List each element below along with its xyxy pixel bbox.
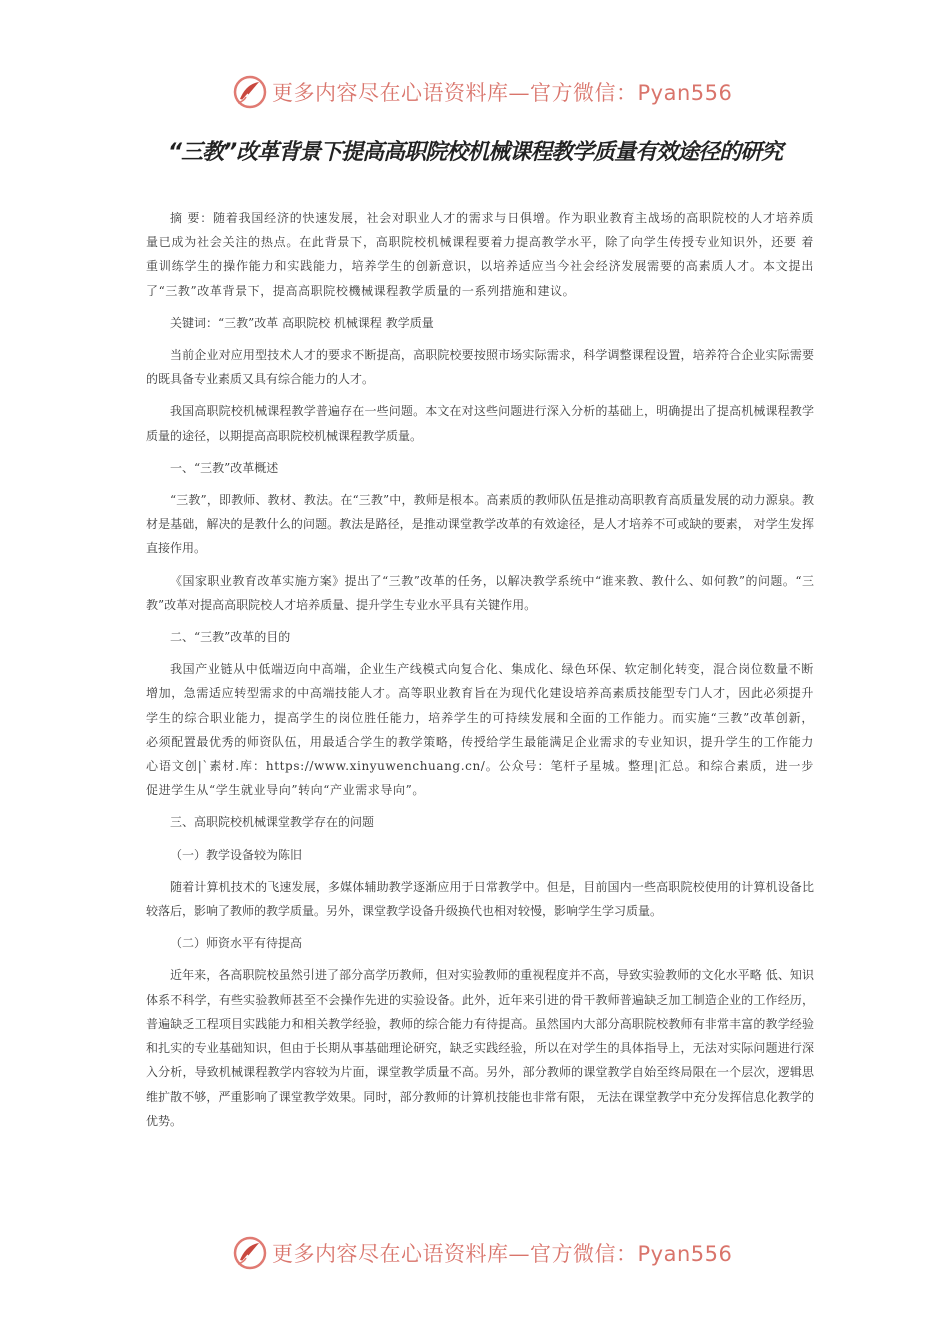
intro-paragraph-2: 我国高职院校机械课程教学普遍存在一些问题。本文在对这些问题进行深入分析的基础上，明确提出了提高机械课程教学质量的途径，以期提高高职院校机械课程教学质量。: [146, 404, 814, 443]
section-3-heading: 三、高职院校机械课堂教学存在的问题: [170, 815, 375, 830]
section-1-paragraph-2: 《国家职业教育改革实施方案》提出了“三教”改革的任务，以解决教学系统中“谁来教、教什么、如何教”的问题。“三教”改革对提高高职院校人才培养质量、提升学生专业水平具有关键作用。: [146, 573, 814, 612]
section-2-paragraph: 我国产业链从中低端迈向中高端，企业生产线模式向复合化、集成化、绿色环保、软定制化转变，混合岗位数量不断增加，急需适应转型需求的中高端技能人才。高等职业教育旨在为现代化建设培养高素质技能型专门人才，因此必须提升学生的综合职业能力，提高学生的岗位胜任能力，培养学生的可持续发展和全面的工作能力。而实施“三教”改革创新，必须配置最优秀的师资队伍，用最适合学生的教学策略，传授给学生最能满足企业需求的专业知识，提升学生的工作能力心语文创|`素材.库：https://www.xinyuwenchuang.cn/。公众号：笔杆子星城。整理|汇总。和综合素质，进一步促进学生从“学生就业导向”转向“产业需求导向”。: [146, 662, 814, 798]
banner-slogan: 更多内容尽在心语资料库—官方微信：: [272, 81, 638, 105]
banner-text: [272, 1238, 732, 1268]
section-3-2-heading: （二）师资水平有待提高: [170, 936, 303, 951]
section-1-paragraph-1: “三教”，即教师、教材、教法。在“三教”中，教师是根本。高素质的教师队伍是推动高职教育高质量发展的动力源泉。教材是基础，解决的是教什么的问题。教法是路径，是推动课堂教学改革的有效途径，是人才培养不可或缺的要素， 对学生发挥直接作用。: [146, 493, 814, 556]
document-title: “三教”改革背景下提高高职院校机械课程教学质量有效途径的研究: [167, 140, 783, 165]
banner-text: [272, 77, 732, 107]
footer-banner: [0, 1233, 950, 1273]
abstract-paragraph: 摘 要：随着我国经济的快速发展，社会对职业人才的需求与日俱增。作为职业教育主战场的高职院校的人才培养质量已成为社会关注的热点。在此背景下，高职院校机械课程要着力提高教学水平，除了向学生传授专业知识外，还要 着重训练学生的操作能力和实践能力，培养学生的创新意识，以培养适应当今社会经济发展需要的高素质人才。本文提出了“三教”改革背景下，提高高职院校機械课程教学质量的一系列措施和建议。: [146, 211, 814, 298]
document-body: [146, 206, 814, 1141]
banner-wechat-id: Pyan556: [637, 81, 733, 105]
keywords-line: 关键词：“三教”改革 高职院校 机械课程 教学质量: [170, 315, 434, 330]
banner-slogan: 更多内容尽在心语资料库—官方微信：: [272, 1242, 638, 1266]
header-banner: [0, 72, 950, 112]
banner-wechat-id: Pyan556: [637, 1242, 733, 1266]
section-2-heading: 二、“三教”改革的目的: [170, 630, 291, 645]
intro-paragraph-1: 当前企业对应用型技术人才的要求不断提高，高职院校要按照市场实际需求，科学调整课程设置，培养符合企业实际需要的既具备专业素质又具有综合能力的人才。: [146, 348, 814, 387]
section-3-1-paragraph: 随着计算机技术的飞速发展，多媒体辅助教学逐渐应用于日常教学中。但是，目前国内一些高职院校使用的计算机设备比较落后，影响了教师的教学质量。另外，课堂教学设备升级换代也相对较慢，影响学生学习质量。: [146, 879, 814, 919]
section-3-2-paragraph: 近年来，各高职院校虽然引进了部分高学历教师，但对实验教师的重视程度并不高，导致实验教师的文化水平略 低、知识体系不科学，有些实验教师甚至不会操作先进的实验设备。此外，近年来引进的骨干教师普遍缺乏加工制造企业的工作经历，普遍缺乏工程项目实践能力和相关教学经验，教师的综合能力有待提高。虽然国内大部分高职院校教师有非常丰富的教学经验和扎实的专业基础知识，但由于长期从事基础理论研究，缺乏实践经验，所以在对学生的具体指导上，无法对实际问题进行深入分析，导致机械课程教学内容较为片面，课堂教学质量不高。另外，部分教师的课堂教学自始至终局限在一个层次，逻辑思维扩散不够，严重影响了课堂教学效果。同时，部分教师的计算机技能也非常有限， 无法在课堂教学中充分发挥信息化教学的优势。: [146, 968, 814, 1128]
section-3-1-heading: （一）教学设备较为陈旧: [170, 847, 303, 862]
section-1-heading: 一、“三教”改革概述: [170, 460, 279, 475]
pen-circle-logo-icon: [232, 74, 268, 110]
pen-circle-logo-icon: [232, 1235, 268, 1271]
